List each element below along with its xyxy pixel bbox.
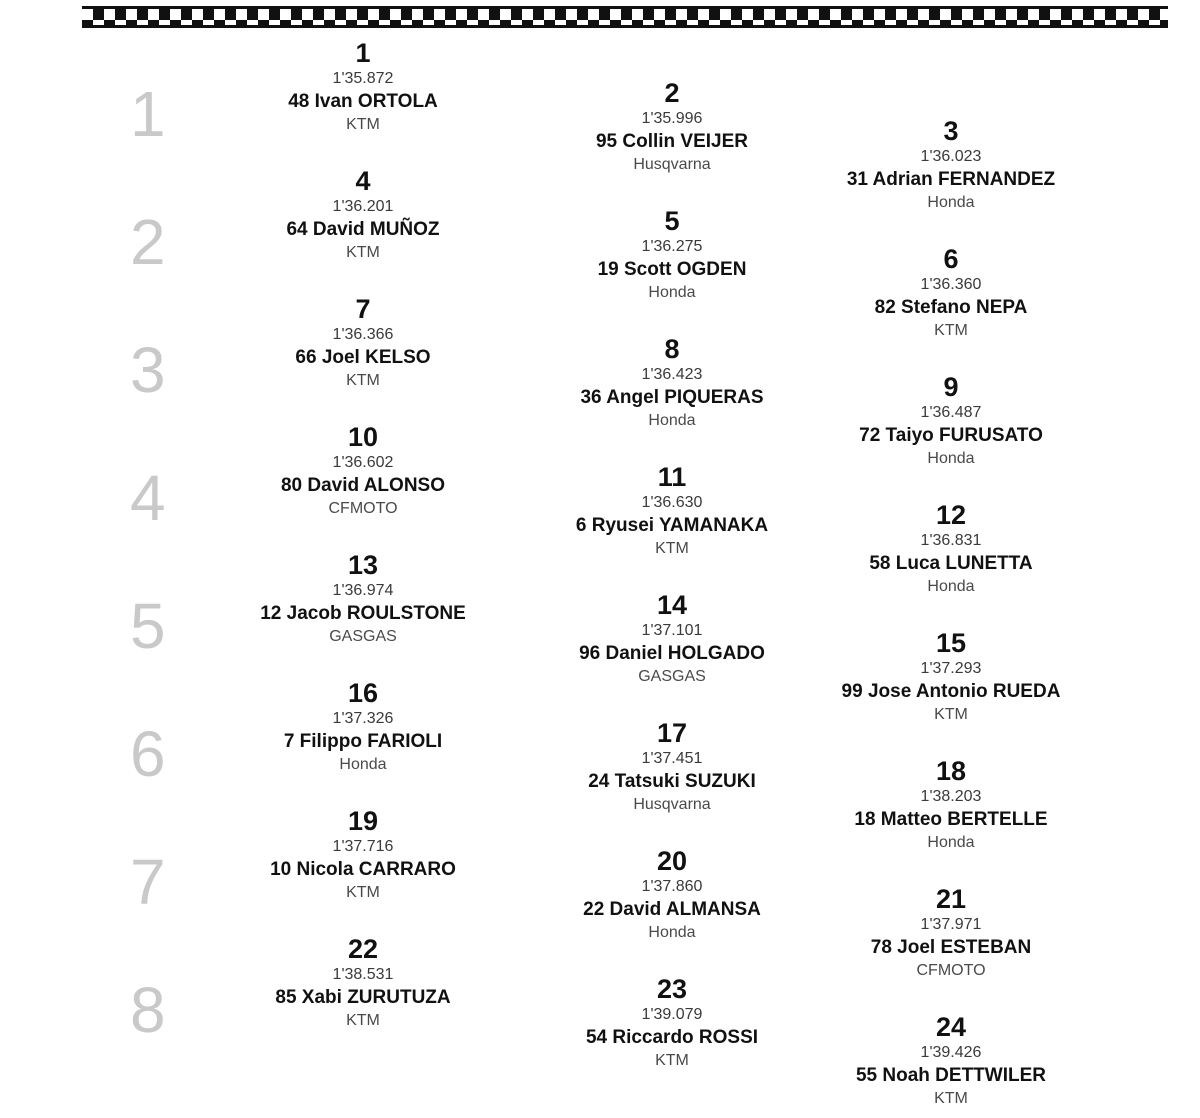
grid-row-number: 2 xyxy=(130,206,165,278)
bike-manufacturer: CFMOTO xyxy=(328,500,398,517)
grid-slot[interactable] xyxy=(198,294,528,391)
grid-position: 12 xyxy=(935,500,967,530)
rider-name: 80 David ALONSO xyxy=(280,475,445,496)
lap-time: 1'35.996 xyxy=(641,110,703,127)
bike-manufacturer: KTM xyxy=(934,322,968,339)
rider-name: 55 Noah DETTWILER xyxy=(855,1065,1046,1086)
lap-time: 1'35.872 xyxy=(332,70,394,87)
bike-manufacturer: KTM xyxy=(655,540,689,557)
bike-manufacturer: KTM xyxy=(934,1090,968,1107)
lap-time: 1'36.630 xyxy=(641,494,703,511)
grid-row-number: 4 xyxy=(130,462,165,534)
grid-position: 17 xyxy=(656,718,688,748)
rider-name: 18 Matteo BERTELLE xyxy=(854,809,1048,830)
rider-name: 82 Stefano NEPA xyxy=(874,297,1028,318)
rider-name: 66 Joel KELSO xyxy=(295,347,431,368)
checkered-flag-banner xyxy=(0,0,1200,34)
lap-time: 1'36.275 xyxy=(641,238,703,255)
rider-name: 48 Ivan ORTOLA xyxy=(288,91,438,112)
rider-name: 85 Xabi ZURUTUZA xyxy=(275,987,451,1008)
grid-position: 4 xyxy=(355,166,371,196)
rider-name: 24 Tatsuki SUZUKI xyxy=(588,771,756,792)
bike-manufacturer: Husqvarna xyxy=(633,796,711,813)
lap-time: 1'36.974 xyxy=(332,582,394,599)
grid-row-number: 5 xyxy=(130,590,165,662)
grid-position: 15 xyxy=(935,628,967,658)
grid-slot[interactable] xyxy=(198,934,528,1031)
grid-position: 22 xyxy=(347,934,379,964)
rider-name: 6 Ryusei YAMANAKA xyxy=(575,515,769,536)
grid-slot[interactable] xyxy=(198,806,528,903)
lap-time: 1'36.487 xyxy=(920,404,982,421)
rider-name: 54 Riccardo ROSSI xyxy=(585,1027,759,1048)
bike-manufacturer: Honda xyxy=(927,578,975,595)
lap-time: 1'37.293 xyxy=(920,660,982,677)
lap-time: 1'37.326 xyxy=(332,710,394,727)
lap-time: 1'36.602 xyxy=(332,454,394,471)
grid-position: 2 xyxy=(664,78,680,108)
bike-manufacturer: Honda xyxy=(648,924,696,941)
grid-position: 6 xyxy=(943,244,959,274)
lap-time: 1'37.451 xyxy=(641,750,703,767)
bike-manufacturer: Honda xyxy=(648,412,696,429)
bike-manufacturer: Honda xyxy=(927,450,975,467)
bike-manufacturer: KTM xyxy=(346,244,380,261)
bike-manufacturer: Husqvarna xyxy=(633,156,711,173)
grid-row-number: 6 xyxy=(130,718,165,790)
lap-time: 1'38.531 xyxy=(332,966,394,983)
rider-name: 58 Luca LUNETTA xyxy=(869,553,1033,574)
grid-row-number: 7 xyxy=(130,846,165,918)
bike-manufacturer: KTM xyxy=(346,1012,380,1029)
lap-time: 1'39.426 xyxy=(920,1044,982,1061)
rider-name: 31 Adrian FERNANDEZ xyxy=(846,169,1056,190)
lap-time: 1'37.716 xyxy=(332,838,394,855)
starting-grid xyxy=(0,34,1200,1107)
grid-position: 1 xyxy=(355,38,371,68)
lap-time: 1'37.860 xyxy=(641,878,703,895)
bike-manufacturer: KTM xyxy=(346,372,380,389)
grid-position: 9 xyxy=(943,372,959,402)
grid-slot[interactable] xyxy=(198,678,528,775)
grid-position: 21 xyxy=(935,884,967,914)
grid-position: 5 xyxy=(664,206,680,236)
rider-name: 95 Collin VEIJER xyxy=(595,131,749,152)
bike-manufacturer: KTM xyxy=(934,706,968,723)
bike-manufacturer: KTM xyxy=(655,1052,689,1069)
lap-time: 1'37.101 xyxy=(641,622,703,639)
bike-manufacturer: GASGAS xyxy=(638,668,706,685)
lap-time: 1'36.423 xyxy=(641,366,703,383)
grid-position: 3 xyxy=(943,116,959,146)
lap-time: 1'37.971 xyxy=(920,916,982,933)
rider-name: 36 Angel PIQUERAS xyxy=(580,387,764,408)
grid-slot[interactable] xyxy=(198,550,528,647)
grid-position: 24 xyxy=(935,1012,967,1042)
bike-manufacturer: KTM xyxy=(346,884,380,901)
grid-row-number: 1 xyxy=(130,78,165,150)
grid-position: 14 xyxy=(656,590,688,620)
grid-position: 7 xyxy=(355,294,371,324)
grid-slot[interactable] xyxy=(198,166,528,263)
lap-time: 1'36.023 xyxy=(920,148,982,165)
grid-position: 19 xyxy=(347,806,379,836)
rider-name: 96 Daniel HOLGADO xyxy=(579,643,765,664)
bike-manufacturer: Honda xyxy=(927,194,975,211)
grid-position: 8 xyxy=(664,334,680,364)
grid-position: 18 xyxy=(935,756,967,786)
bike-manufacturer: GASGAS xyxy=(329,628,397,645)
lap-time: 1'36.201 xyxy=(332,198,394,215)
rider-name: 7 Filippo FARIOLI xyxy=(283,731,443,752)
grid-slot[interactable] xyxy=(198,422,528,519)
rider-name: 22 David ALMANSA xyxy=(583,899,761,920)
rider-name: 19 Scott OGDEN xyxy=(597,259,747,280)
grid-row-number: 3 xyxy=(130,334,165,406)
grid-slot[interactable] xyxy=(198,38,528,135)
rider-name: 64 David MUÑOZ xyxy=(286,219,440,240)
grid-position: 23 xyxy=(656,974,688,1004)
bike-manufacturer: Honda xyxy=(927,834,975,851)
grid-position: 11 xyxy=(657,462,687,492)
lap-time: 1'36.366 xyxy=(332,326,394,343)
grid-slot[interactable] xyxy=(786,1012,1116,1109)
lap-time: 1'39.079 xyxy=(641,1006,703,1023)
grid-position: 13 xyxy=(347,550,379,580)
grid-row xyxy=(0,930,1200,1107)
lap-time: 1'36.831 xyxy=(920,532,982,549)
bike-manufacturer: KTM xyxy=(346,116,380,133)
grid-position: 20 xyxy=(656,846,688,876)
grid-row-number: 8 xyxy=(130,974,165,1046)
bike-manufacturer: CFMOTO xyxy=(916,962,986,979)
rider-name: 99 Jose Antonio RUEDA xyxy=(841,681,1061,702)
bike-manufacturer: Honda xyxy=(648,284,696,301)
checkered-flag-stripe xyxy=(82,6,1168,28)
lap-time: 1'38.203 xyxy=(920,788,982,805)
grid-position: 16 xyxy=(347,678,379,708)
rider-name: 12 Jacob ROULSTONE xyxy=(260,603,466,624)
rider-name: 72 Taiyo FURUSATO xyxy=(859,425,1043,446)
grid-position: 10 xyxy=(347,422,379,452)
bike-manufacturer: Honda xyxy=(339,756,387,773)
rider-name: 78 Joel ESTEBAN xyxy=(870,937,1032,958)
lap-time: 1'36.360 xyxy=(920,276,982,293)
rider-name: 10 Nicola CARRARO xyxy=(270,859,456,880)
